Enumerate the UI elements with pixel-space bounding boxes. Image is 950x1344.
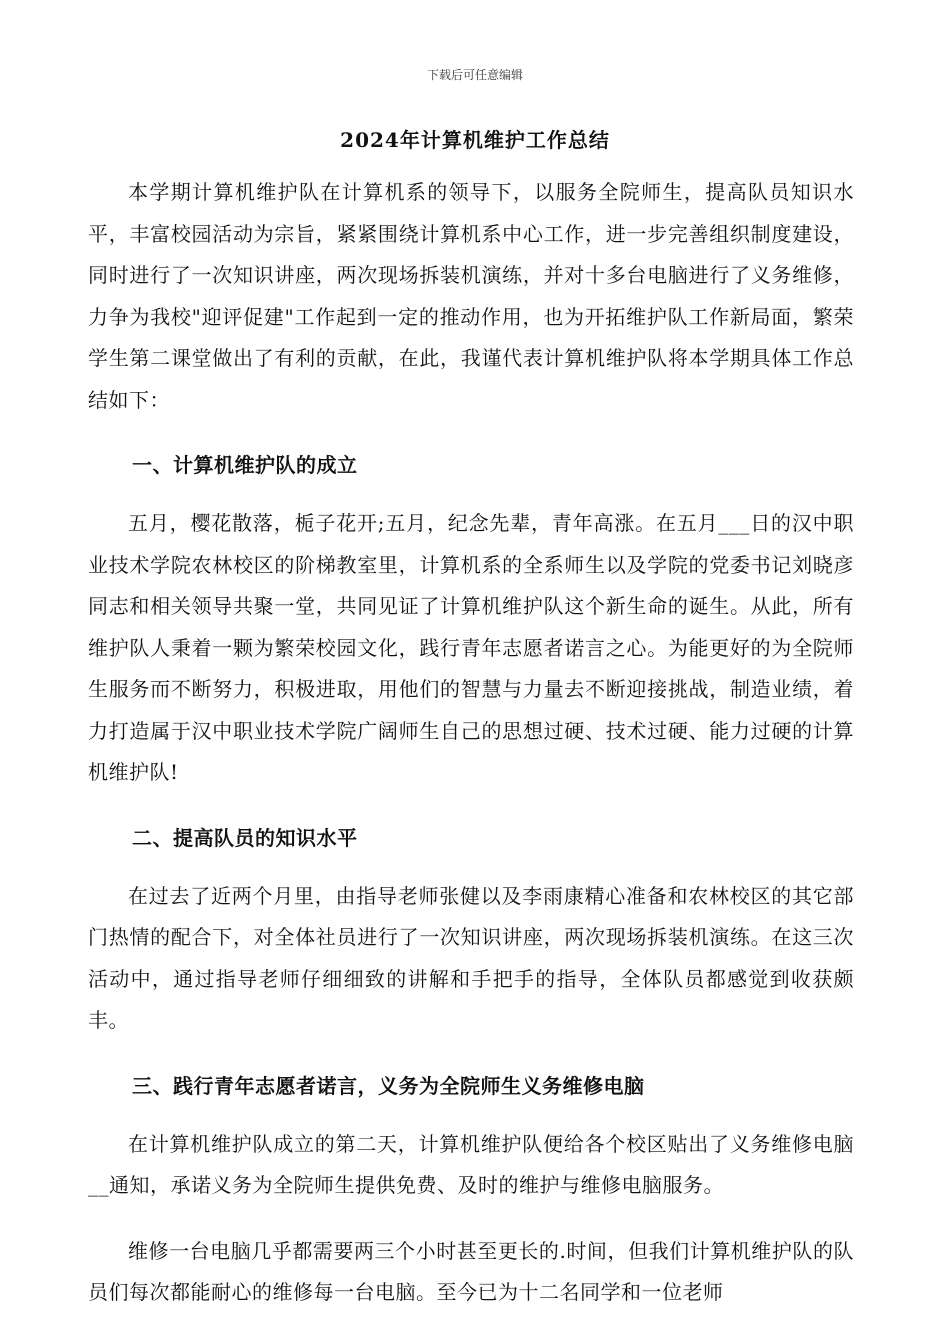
section-3-paragraph-2: 维修一台电脑几乎都需要两三个小时甚至更长的.时间，但我们计算机维护队的队员们每次都能耐心的维修每一台电脑。至今已为十二名同学和一位老师 (88, 1238, 854, 1304)
intro-paragraph: 本学期计算机维护队在计算机系的领导下，以服务全院师生，提高队员知识水平，丰富校园活动为宗旨，紧紧围绕计算机系中心工作，进一步完善组织制度建设，同时进行了一次知识讲座，两次现场拆装机演练，并对十多台电脑进行了义务维修，力争为我校"迎评促建"工作起到一定的推动作用，也为开拓维护队工作新局面，繁荣学生第二课堂做出了有利的贡献，在此，我谨代表计算机维护队将本学期具体工作总结如下： (88, 180, 854, 412)
section-heading-2: 二、提高队员的知识水平 (132, 825, 358, 850)
section-heading-1: 一、计算机维护队的成立 (132, 453, 358, 477)
document-body (88, 172, 854, 1338)
section-heading-3: 三、践行青年志愿者诺言，义务为全院师生义务维修电脑 (132, 1073, 645, 1098)
section-2-paragraph: 在过去了近两个月里，由指导老师张健以及李雨康精心准备和农林校区的其它部门热情的配合下，对全体社员进行了一次知识讲座，两次现场拆装机演练。在这三次活动中，通过指导老师仔细细致的讲解和手把手的指导，全体队员都感觉到收获颇丰。 (88, 883, 854, 1032)
document-title: 2024年计算机维护工作总结 (340, 128, 610, 152)
section-1-paragraph: 五月，樱花散落，栀子花开;五月，纪念先辈，青年高涨。在五月___日的汉中职业技术学院农林校区的阶梯教室里，计算机系的全系师生以及学院的党委书记刘晓彦同志和相关领导共聚一堂，共同见证了计算机维护队这个新生命的诞生。从此，所有维护队人秉着一颗为繁荣校园文化，践行青年志愿者诺言之心。为能更好的为全院师生服务而不断努力，积极进取，用他们的智慧与力量去不断迎接挑战，制造业绩，着力打造属于汉中职业技术学院广阔师生自己的思想过硬、技术过硬、能力过硬的计算机维护队! (88, 511, 854, 784)
section-3-paragraph-1: 在计算机维护队成立的第二天，计算机维护队便给各个校区贴出了义务维修电脑__通知，承诺义务为全院师生提供免费、及时的维护与维修电脑服务。 (88, 1131, 854, 1197)
header-note: 下载后可任意编辑 (426, 68, 523, 82)
